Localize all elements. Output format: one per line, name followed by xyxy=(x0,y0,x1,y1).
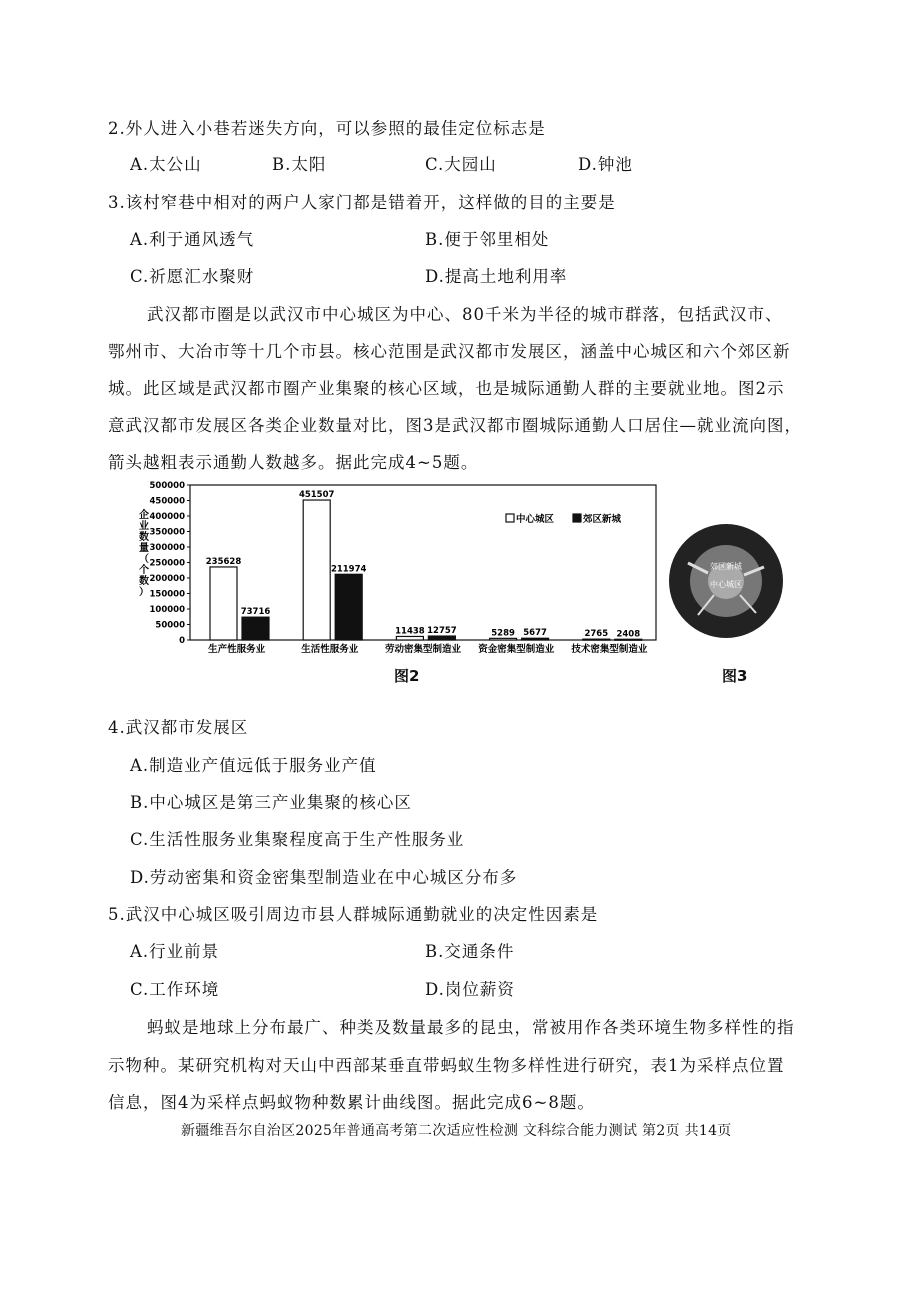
passage2-line: 蚂蚁是地球上分布最广、种类及数量最多的昆虫，常被用作各类环境生物多样性的指 xyxy=(147,1018,795,1037)
q2-option-d: D.钟池 xyxy=(578,155,633,174)
y-tick-label: 350000 xyxy=(149,527,185,538)
q4-option-b: B.中心城区是第三产业集聚的核心区 xyxy=(130,793,412,812)
page-footer: 新疆维吾尔自治区2025年普通高考第二次适应性检测 文科综合能力测试 第2页 共14页 xyxy=(181,1123,732,1139)
bar-郊区新城 xyxy=(335,574,362,640)
q4-option-a: A.制造业产值远低于服务业产值 xyxy=(130,756,377,775)
legend-swatch-center xyxy=(506,514,514,522)
y-tick-label: 100000 xyxy=(149,605,185,615)
fig3-inner-label: 中心城区 xyxy=(710,580,742,589)
q3-option-d: D.提高土地利用率 xyxy=(425,267,568,286)
q3-option-c: C.祈愿汇水聚财 xyxy=(130,267,255,286)
y-tick-label: 0 xyxy=(179,636,185,646)
q5-option-b: B.交通条件 xyxy=(425,942,515,961)
y-axis-label-char: 业 xyxy=(139,521,149,532)
data-label: 211974 xyxy=(330,564,367,575)
y-tick-label: 400000 xyxy=(149,512,185,522)
q2-option-a: A.太公山 xyxy=(130,155,202,174)
bar-郊区新城 xyxy=(242,617,269,640)
y-axis-label-char: 个 xyxy=(139,565,149,576)
data-label: 2408 xyxy=(616,629,641,640)
q3-option-b: B.便于邻里相处 xyxy=(425,230,550,249)
y-tick-label: 250000 xyxy=(149,558,185,569)
x-tick-label: 生活性服务业 xyxy=(301,644,359,655)
data-label: 11438 xyxy=(395,626,425,637)
data-label: 5289 xyxy=(491,628,515,639)
x-tick-label: 劳动密集型制造业 xyxy=(384,644,462,655)
question-5-stem: 5.武汉中心城区吸引周边市县人群城际通勤就业的决定性因素是 xyxy=(108,905,599,924)
data-label: 5677 xyxy=(523,628,547,639)
y-tick-label: 150000 xyxy=(149,589,185,600)
q5-option-d: D.岗位薪资 xyxy=(425,980,515,999)
y-axis-label-char: 企 xyxy=(139,510,149,521)
x-tick-label: 资金密集型制造业 xyxy=(478,644,555,655)
bar-郊区新城 xyxy=(428,636,455,640)
legend-label: 中心城区 xyxy=(516,514,555,525)
y-tick-label: 200000 xyxy=(149,574,185,584)
bar-郊区新城 xyxy=(615,639,642,640)
data-label: 12757 xyxy=(427,626,457,637)
legend-label: 郊区新城 xyxy=(583,514,622,525)
figure-2-bar-chart xyxy=(122,480,658,658)
y-axis-label-char: 量 xyxy=(139,543,149,554)
q2-option-b: B.太阳 xyxy=(272,155,327,174)
y-axis-label-char: （ xyxy=(139,554,149,565)
y-tick-label: 300000 xyxy=(149,543,185,553)
y-axis-label-char: ） xyxy=(139,587,149,598)
y-axis-label-char: 数 xyxy=(139,576,149,587)
data-label: 451507 xyxy=(298,490,335,501)
passage1-line: 意武汉都市发展区各类企业数量对比，图3是武汉都市圈城际通勤人口居住—就业流向图， xyxy=(108,416,802,435)
passage1-line: 武汉都市圈是以武汉市中心城区为中心、80千米为半径的城市群落，包括武汉市、 xyxy=(147,305,783,324)
bar-中心城区 xyxy=(396,636,423,640)
y-tick-label: 500000 xyxy=(149,481,185,491)
bar-郊区新城 xyxy=(522,638,549,640)
passage1-line: 鄂州市、大冶市等十几个市县。核心范围是武汉都市发展区，涵盖中心城区和六个郊区新 xyxy=(108,342,791,361)
data-label: 235628 xyxy=(205,556,242,567)
figure-3-label: 图3 xyxy=(722,667,748,685)
passage2-line: 信息，图4为采样点蚂蚁物种数累计曲线图。据此完成6~8题。 xyxy=(108,1093,595,1112)
passage1-line: 城。此区域是武汉都市圈产业集聚的核心区域，也是城际通勤人群的主要就业地。图2示 xyxy=(108,379,785,398)
question-3-stem: 3.该村窄巷中相对的两户人家门都是错着开，这样做的目的主要是 xyxy=(108,193,616,212)
data-label: 2765 xyxy=(584,629,609,640)
y-tick-label: 50000 xyxy=(155,620,185,631)
passage1-line: 箭头越粗表示通勤人数越多。据此完成4~5题。 xyxy=(108,453,479,472)
question-4-stem: 4.武汉都市发展区 xyxy=(108,718,249,737)
x-tick-label: 技术密集型制造业 xyxy=(571,644,648,655)
x-tick-label: 生产性服务业 xyxy=(208,644,266,655)
question-2-stem: 2.外人进入小巷若迷失方向，可以参照的最佳定位标志是 xyxy=(108,119,546,138)
data-label: 73716 xyxy=(240,607,271,618)
figure-3-commute-diagram xyxy=(668,523,784,639)
q4-option-c: C.生活性服务业集聚程度高于生产性服务业 xyxy=(130,830,465,849)
y-axis-label-char: 数 xyxy=(139,532,149,543)
q5-option-a: A.行业前景 xyxy=(130,942,220,961)
y-tick-label: 450000 xyxy=(149,496,185,507)
bar-中心城区 xyxy=(583,639,610,640)
bar-中心城区 xyxy=(490,638,517,640)
legend-swatch-suburb xyxy=(573,514,581,522)
figure-2-label: 图2 xyxy=(394,667,420,685)
bar-中心城区 xyxy=(210,567,237,640)
q5-option-c: C.工作环境 xyxy=(130,980,220,999)
passage2-line: 示物种。某研究机构对天山中西部某垂直带蚂蚁生物多样性进行研究，表1为采样点位置 xyxy=(108,1056,785,1075)
q4-option-d: D.劳动密集和资金密集型制造业在中心城区分布多 xyxy=(130,868,518,887)
q2-option-c: C.大园山 xyxy=(425,155,497,174)
q3-option-a: A.利于通风透气 xyxy=(130,230,255,249)
bar-中心城区 xyxy=(303,500,330,640)
fig3-outer-label: 郊区新城 xyxy=(710,562,742,571)
